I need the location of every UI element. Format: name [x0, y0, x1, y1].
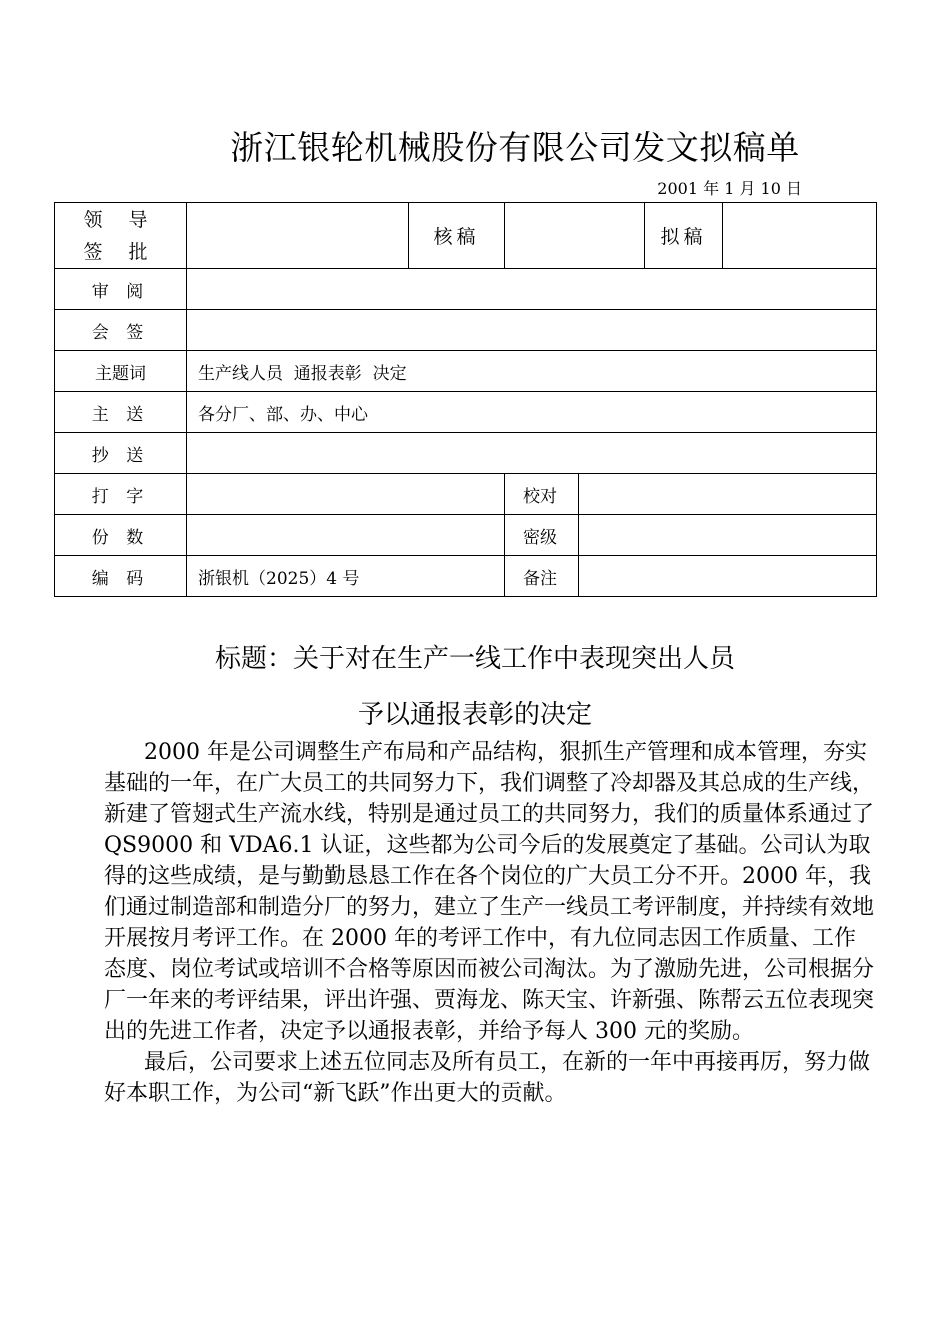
read-field[interactable] — [187, 269, 877, 310]
code-label: 编 码 — [55, 556, 187, 597]
review-field[interactable] — [505, 203, 645, 269]
leader-approval-field[interactable] — [187, 203, 409, 269]
article-body — [104, 737, 874, 1109]
countersign-field[interactable] — [187, 310, 877, 351]
keywords-label: 主题词 — [55, 351, 187, 392]
document-title: 浙江银轮机械股份有限公司发文拟稿单 — [230, 128, 800, 167]
document-date: 2001 年 1 月 10 日 — [657, 179, 802, 198]
leader-label-line2: 签 批 — [83, 240, 158, 263]
article-paragraph-2: 最后，公司要求上述五位同志及所有员工，在新的一年中再接再厉，努力做好本职工作，为公司“新飞跃”作出更大的贡献。 — [104, 1050, 871, 1106]
form-row-copies — [55, 515, 877, 556]
article-paragraph-1: 2000 年是公司调整生产布局和产品结构，狠抓生产管理和成本管理，夯实基础的一年，在广大员工的共同努力下，我们调整了冷却器及其总成的生产线，新建了管翅式生产流水线，特别是通过员工的共同努力，我们的质量体系通过了 QS9000 和 VDA6.1 认证，这些都为公司今后的发展奠定了基础。公司认为取得的这些成绩，是与勤勤恳恳工作在各个岗位的广大员工分不开。2000 年，我们通过制造部和制造分厂的努力，建立了生产一线员工考评制度，并持续有效地开展按月考评工作。在 2000 年的考评工作中，有九位同志因工作质量、工作态度、岗位考试或培训不合格等原因而被公司淘汰。为了激励先进，公司根据分厂一年来的考评结果，评出许强、贾海龙、陈天宝、许新强、陈帮云五位表现突出的先进工作者，决定予以通报表彰，并给予每人 300 元的奖励。 — [104, 740, 875, 1044]
main-send-field[interactable]: 各分厂、部、办、中心 — [187, 392, 877, 433]
typing-label: 打 字 — [55, 474, 187, 515]
typing-field[interactable] — [187, 474, 505, 515]
proofread-field[interactable] — [579, 474, 877, 515]
secrecy-field[interactable] — [579, 515, 877, 556]
form-row-read — [55, 269, 877, 310]
main-send-label: 主 送 — [55, 392, 187, 433]
draft-label: 拟稿 — [645, 203, 723, 269]
countersign-label: 会 签 — [55, 310, 187, 351]
form-row-leader — [55, 203, 877, 269]
remarks-label: 备注 — [505, 556, 579, 597]
draft-field[interactable] — [723, 203, 877, 269]
read-label: 审 阅 — [55, 269, 187, 310]
keywords-field[interactable]: 生产线人员 通报表彰 决定 — [187, 351, 877, 392]
form-row-copy-send — [55, 433, 877, 474]
code-field[interactable]: 浙银机（2025）4 号 — [187, 556, 505, 597]
leader-approval-label — [55, 203, 187, 269]
article-heading-line2: 予以通报表彰的决定 — [357, 700, 592, 730]
remarks-field[interactable] — [579, 556, 877, 597]
leader-label-line1: 领 导 — [83, 208, 158, 231]
form-row-countersign — [55, 310, 877, 351]
copy-send-field[interactable] — [187, 433, 877, 474]
article-heading-line1-text: 标题：关于对在生产一线工作中表现突出人员 — [214, 644, 735, 674]
drafting-form-table — [54, 202, 877, 597]
copy-send-label: 抄 送 — [55, 433, 187, 474]
form-row-typing — [55, 474, 877, 515]
copies-field[interactable] — [187, 515, 505, 556]
article-heading-line1 — [0, 638, 950, 675]
copies-label: 份 数 — [55, 515, 187, 556]
form-row-main-send — [55, 392, 877, 433]
form-row-code — [55, 556, 877, 597]
review-label: 核稿 — [409, 203, 505, 269]
form-row-keywords — [55, 351, 877, 392]
proofread-label: 校对 — [505, 474, 579, 515]
secrecy-label: 密级 — [505, 515, 579, 556]
